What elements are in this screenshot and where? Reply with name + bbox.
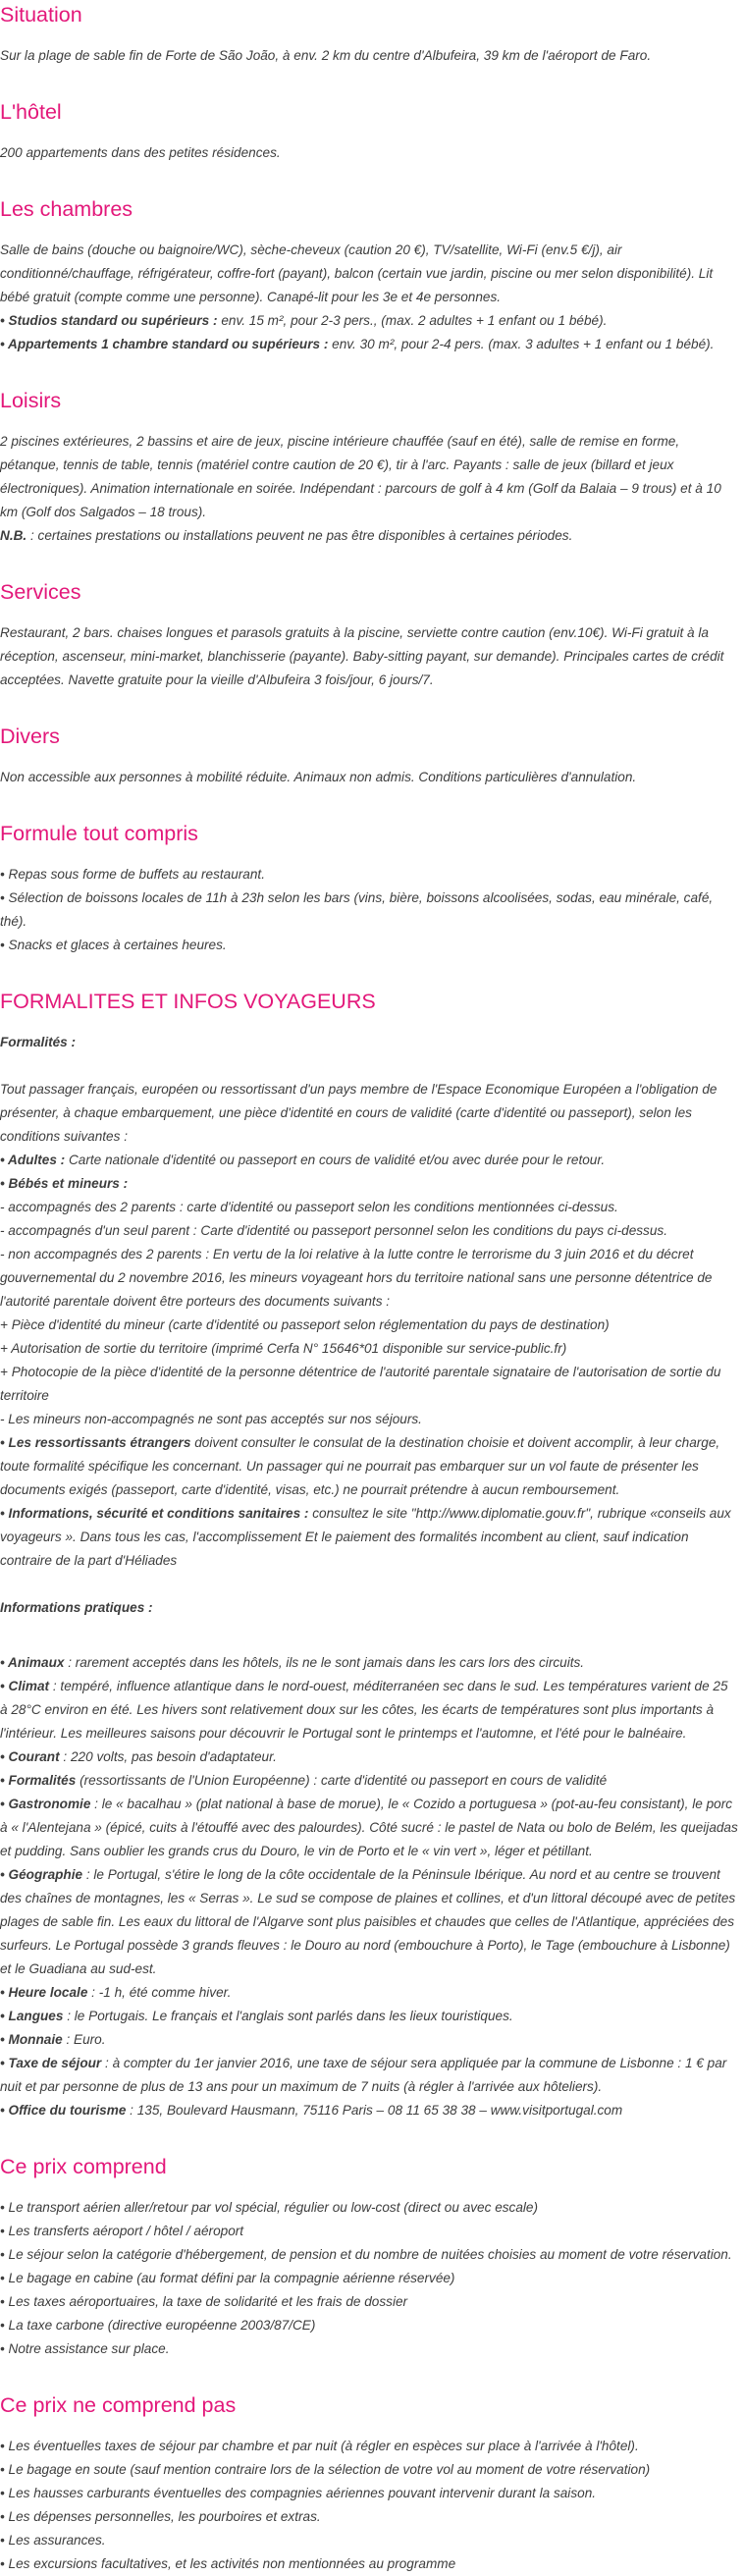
- section-price-excludes: [0, 2390, 738, 2576]
- practical-info-item: [0, 1793, 738, 1863]
- list-item: • Le bagage en soute (sauf mention contraire lors de la sélection de votre vol au moment de votre réservation): [0, 2462, 651, 2477]
- practical-info-item: [0, 1651, 738, 1675]
- item-text: : le Portugal, s'étire le long de la côte occidentale de la Péninsule Ibérique. Au nord et au centre se trouvent des chaînes de montagnes, les « Serras ». Le sud se compose de plaines et collines, et d'un littoral découpé avec de petites plages de sable fin. Les eaux du littoral de l'Algarve sont plus paisibles et chaudes que celles de l'Atlantique, appréciées des surfeurs. Le Portugal possède 3 grands fleuves : le Douro au nord (embouchure à Porto), le Tage (embouchure à Lisbonne) et le Guadiana au sud-est.: [0, 1867, 736, 1976]
- room-type-label: • Studios standard ou supérieurs :: [0, 313, 218, 328]
- section-hotel: [0, 97, 738, 165]
- section-text: Salle de bains (douche ou baignoire/WC), sèche-cheveux (caution 20 €), TV/satellite, Wi-Fi (env.5 €/j), air conditionné/chauffage, réfrigérateur, coffre-fort (payant), balcon (certain vue jardin, piscine ou mer selon disponibilité). Lit bébé gratuit (compte comme une personne). Canapé-lit pour les 3e et 4e personnes.: [0, 242, 714, 304]
- item-label: • Climat: [0, 1679, 50, 1693]
- formalities-line: - accompagnés des 2 parents : carte d'identité ou passeport selon les conditions mentionnées ci-dessus.: [0, 1200, 618, 1214]
- section-title: Les chambres: [0, 197, 133, 221]
- section-title: Loisirs: [0, 389, 62, 412]
- section-title: Divers: [0, 724, 60, 748]
- item-text: : -1 h, été comme hiver.: [87, 1985, 232, 2000]
- subsection-title: Informations pratiques :: [0, 1600, 153, 1615]
- item-text: : tempéré, influence atlantique dans le nord-ouest, méditerranéen sec dans le sud. Les températures varient de 25 à 28°C environ en été. Les hivers sont relativement doux sur les côtes, les écarts de températures sont plus importants à l'intérieur. Les meilleures saisons pour découvrir le Portugal sont le printemps et l'automne, et l'été pour le balnéaire.: [0, 1679, 728, 1741]
- item-label: • Informations, sécurité et conditions sanitaires :: [0, 1506, 309, 1521]
- item-text: : 135, Boulevard Hausmann, 75116 Paris – 08 11 65 38 38 – www.visitportugal.com: [126, 2103, 623, 2118]
- item-label: • Géographie: [0, 1867, 83, 1882]
- section-title: Ce prix ne comprend pas: [0, 2393, 237, 2417]
- list-item: • Les éventuelles taxes de séjour par chambre et par nuit (à régler en espèces sur place à l'arrivée à l'hôtel).: [0, 2439, 639, 2453]
- item-text: (ressortissants de l'Union Européenne) : carte d'identité ou passeport en cours de validité: [76, 1773, 608, 1788]
- formalities-item: [0, 1431, 738, 1502]
- section-text: 2 piscines extérieures, 2 bassins et aire de jeux, piscine intérieure chauffée (sauf en été), salle de remise en forme, pétanque, tennis de table, tennis (matériel contre caution de 20 €), tir à l'arc. Payants : salle de jeux (billard et jeux électroniques). Animation internationale en soirée. Indépendant : parcours de golf à 4 km (Golf da Balaia – 9 trous) et à 10 km (Golf dos Salgados – 18 trous).: [0, 434, 721, 519]
- section-text: 200 appartements dans des petites résidences.: [0, 145, 281, 160]
- practical-info-item: [0, 2028, 738, 2052]
- practical-info-item: [0, 1863, 738, 1981]
- formalities-line: + Autorisation de sortie du territoire (imprimé Cerfa N° 15646*01 disponible sur service-public.fr): [0, 1341, 567, 1356]
- item-label: • Heure locale: [0, 1985, 88, 2000]
- section-title: L'hôtel: [0, 100, 62, 124]
- formalities-line: - Les mineurs non-accompagnés ne sont pas acceptés sur nos séjours.: [0, 1412, 422, 1426]
- section-price-includes: [0, 2152, 738, 2361]
- list-item: • Le séjour selon la catégorie d'hébergement, de pension et du nombre de nuitées choisies au moment de votre réservation.: [0, 2247, 732, 2262]
- list-item: • Les dépenses personnelles, les pourboires et extras.: [0, 2509, 321, 2524]
- list-item: • Repas sous forme de buffets au restaurant.: [0, 867, 265, 882]
- subsection-title: Formalités :: [0, 1035, 77, 1049]
- formalities-line: + Pièce d'identité du mineur (carte d'identité ou passeport selon réglementation du pays de destination): [0, 1317, 610, 1332]
- item-label: • Adultes :: [0, 1153, 66, 1167]
- list-item: • Le bagage en cabine (au format défini par la compagnie aérienne réservée): [0, 2271, 455, 2285]
- practical-info-item: [0, 2005, 738, 2028]
- practical-info-item: [0, 2052, 738, 2099]
- list-item: • Les excursions facultatives, et les activités non mentionnées au programme: [0, 2556, 456, 2571]
- item-text: : Euro.: [62, 2032, 106, 2047]
- formalities-item: [0, 1149, 738, 1172]
- item-text: consultez le site "http://www.diplomatie.gouv.fr", rubrique «conseils aux voyageurs ». Dans tous les cas, l'accomplissement Et le paiement des formalités incombent au client, sauf indication contraire de la part d'Héliades: [0, 1506, 731, 1568]
- item-label: • Animaux: [0, 1655, 65, 1670]
- item-text: : 220 volts, pas besoin d'adaptateur.: [59, 1749, 277, 1764]
- section-misc: [0, 722, 738, 789]
- item-label: • Taxe de séjour: [0, 2056, 102, 2070]
- item-text: : à compter du 1er janvier 2016, une taxe de séjour sera appliquée par la commune de Lisbonne : 1 € par nuit et par personne de plus de 13 ans pour un maximum de 7 nuits (à régler à l'arrivée aux hôteliers).: [0, 2056, 727, 2094]
- section-title: FORMALITES ET INFOS VOYAGEURS: [0, 990, 376, 1013]
- practical-info-item: [0, 1675, 738, 1745]
- room-type-label: • Appartements 1 chambre standard ou supérieurs :: [0, 337, 329, 351]
- section-text: Restaurant, 2 bars. chaises longues et parasols gratuits à la piscine, serviette contre caution (env.10€). Wi-Fi gratuit à la réception, ascenseur, mini-market, blanchisserie (payante). Baby-sitting payant, sur demande). Principales cartes de crédit acceptées. Navette gratuite pour la vieille d'Albufeira 3 fois/jour, 6 jours/7.: [0, 625, 724, 687]
- list-item: • Les assurances.: [0, 2533, 106, 2548]
- section-title: Services: [0, 580, 81, 604]
- item-label: • Courant: [0, 1749, 60, 1764]
- section-rooms: [0, 194, 738, 356]
- section-services: [0, 577, 738, 692]
- item-label: • Gastronomie: [0, 1797, 91, 1811]
- note-label: N.B.: [0, 528, 27, 543]
- formalities-line: - non accompagnés des 2 parents : En vertu de la loi relative à la lutte contre le terrorisme du 3 juin 2016 et du décret gouvernemental du 2 novembre 2016, les mineurs voyageant hors du territoire national sans une personne détentrice de l'autorité parentale doivent être porteurs des documents suivants :: [0, 1247, 713, 1309]
- section-title: Formule tout compris: [0, 822, 198, 845]
- leisure-note: [0, 524, 738, 548]
- room-type-item: [0, 333, 738, 356]
- section-all-inclusive: [0, 819, 738, 957]
- item-label: • Office du tourisme: [0, 2103, 127, 2118]
- item-text: Carte nationale d'identité ou passeport en cours de validité et/ou avec durée pour le retour.: [65, 1153, 606, 1167]
- room-type-text: env. 30 m², pour 2-4 pers. (max. 3 adultes + 1 enfant ou 1 bébé).: [328, 337, 715, 351]
- item-text: : rarement acceptés dans les hôtels, ils ne le sont jamais dans les cars lors des circuits.: [64, 1655, 585, 1670]
- section-formalities: [0, 987, 738, 2122]
- list-item: • Snacks et glaces à certaines heures.: [0, 938, 227, 952]
- list-item: • Les hausses carburants éventuelles des compagnies aériennes pouvant intervenir durant la saison.: [0, 2486, 597, 2500]
- item-text: : le Portugais. Le français et l'anglais sont parlés dans les lieux touristiques.: [63, 2009, 513, 2023]
- formalities-item: [0, 1502, 738, 1573]
- list-item: • Les transferts aéroport / hôtel / aéroport: [0, 2224, 244, 2238]
- formalities-line: + Photocopie de la pièce d'identité de la personne détentrice de l'autorité parentale signataire de l'autorisation de sortie du territoire: [0, 1365, 721, 1403]
- note-text: : certaines prestations ou installations peuvent ne pas être disponibles à certaines périodes.: [27, 528, 573, 543]
- item-label: • Formalités: [0, 1773, 77, 1788]
- formalities-line: - accompagnés d'un seul parent : Carte d'identité ou passeport personnel selon les conditions du pays ci-dessus.: [0, 1223, 667, 1238]
- section-situation: [0, 0, 738, 68]
- item-text: doivent consulter le consulat de la destination choisie et doivent accomplir, à leur charge, toute formalité spécifique les concernant. Un passager qui ne pourrait pas embarquer sur un vol faute de présenter les documents exigés (passeport, carte d'identité, visas, etc.) ne pourrait prétendre à aucun remboursement.: [0, 1435, 720, 1497]
- list-item: • Le transport aérien aller/retour par vol spécial, régulier ou low-cost (direct ou avec escale): [0, 2200, 539, 2215]
- item-label: • Les ressortissants étrangers: [0, 1435, 191, 1450]
- item-label: • Monnaie: [0, 2032, 63, 2047]
- room-type-text: env. 15 m², pour 2-3 pers., (max. 2 adultes + 1 enfant ou 1 bébé).: [217, 313, 608, 328]
- section-text: Sur la plage de sable fin de Forte de São João, à env. 2 km du centre d'Albufeira, 39 km de l'aéroport de Faro.: [0, 48, 652, 63]
- section-title: Situation: [0, 3, 82, 27]
- list-item: • Sélection de boissons locales de 11h à 23h selon les bars (vins, bière, boissons alcoolisées, sodas, eau minérale, café, thé).: [0, 890, 714, 929]
- formalities-item-label: • Bébés et mineurs :: [0, 1176, 129, 1191]
- section-text: Non accessible aux personnes à mobilité réduite. Animaux non admis. Conditions particulières d'annulation.: [0, 770, 637, 784]
- section-leisure: [0, 386, 738, 548]
- item-text: : le « bacalhau » (plat national à base de morue), le « Cozido a portuguesa » (pot-au-feu consistant), le porc à « l'Alentejana » (épicé, cuits à l'étouffé avec des palourdes). Côté sucré : le pastel de Nata ou bolo de Belém, les queijadas et pudding. Sans oublier les grands crus du Douro, le vin de Porto et le « vin vert », léger et pétillant.: [0, 1797, 738, 1858]
- practical-info-item: [0, 2099, 738, 2122]
- practical-info-item: [0, 1745, 738, 1769]
- list-item: • Notre assistance sur place.: [0, 2341, 170, 2356]
- list-item: • Les taxes aéroportuaires, la taxe de solidarité et les frais de dossier: [0, 2294, 408, 2309]
- room-type-item: [0, 309, 738, 333]
- list-item: • La taxe carbone (directive européenne 2003/87/CE): [0, 2318, 316, 2333]
- item-label: • Langues: [0, 2009, 64, 2023]
- formalities-intro: Tout passager français, européen ou ressortissant d'un pays membre de l'Espace Economique Européen a l'obligation de présenter, à chaque embarquement, une pièce d'identité en cours de validité (carte d'identité ou passeport), selon les conditions suivantes :: [0, 1082, 717, 1144]
- section-title: Ce prix comprend: [0, 2155, 167, 2178]
- practical-info-item: [0, 1769, 738, 1793]
- practical-info-item: [0, 1981, 738, 2005]
